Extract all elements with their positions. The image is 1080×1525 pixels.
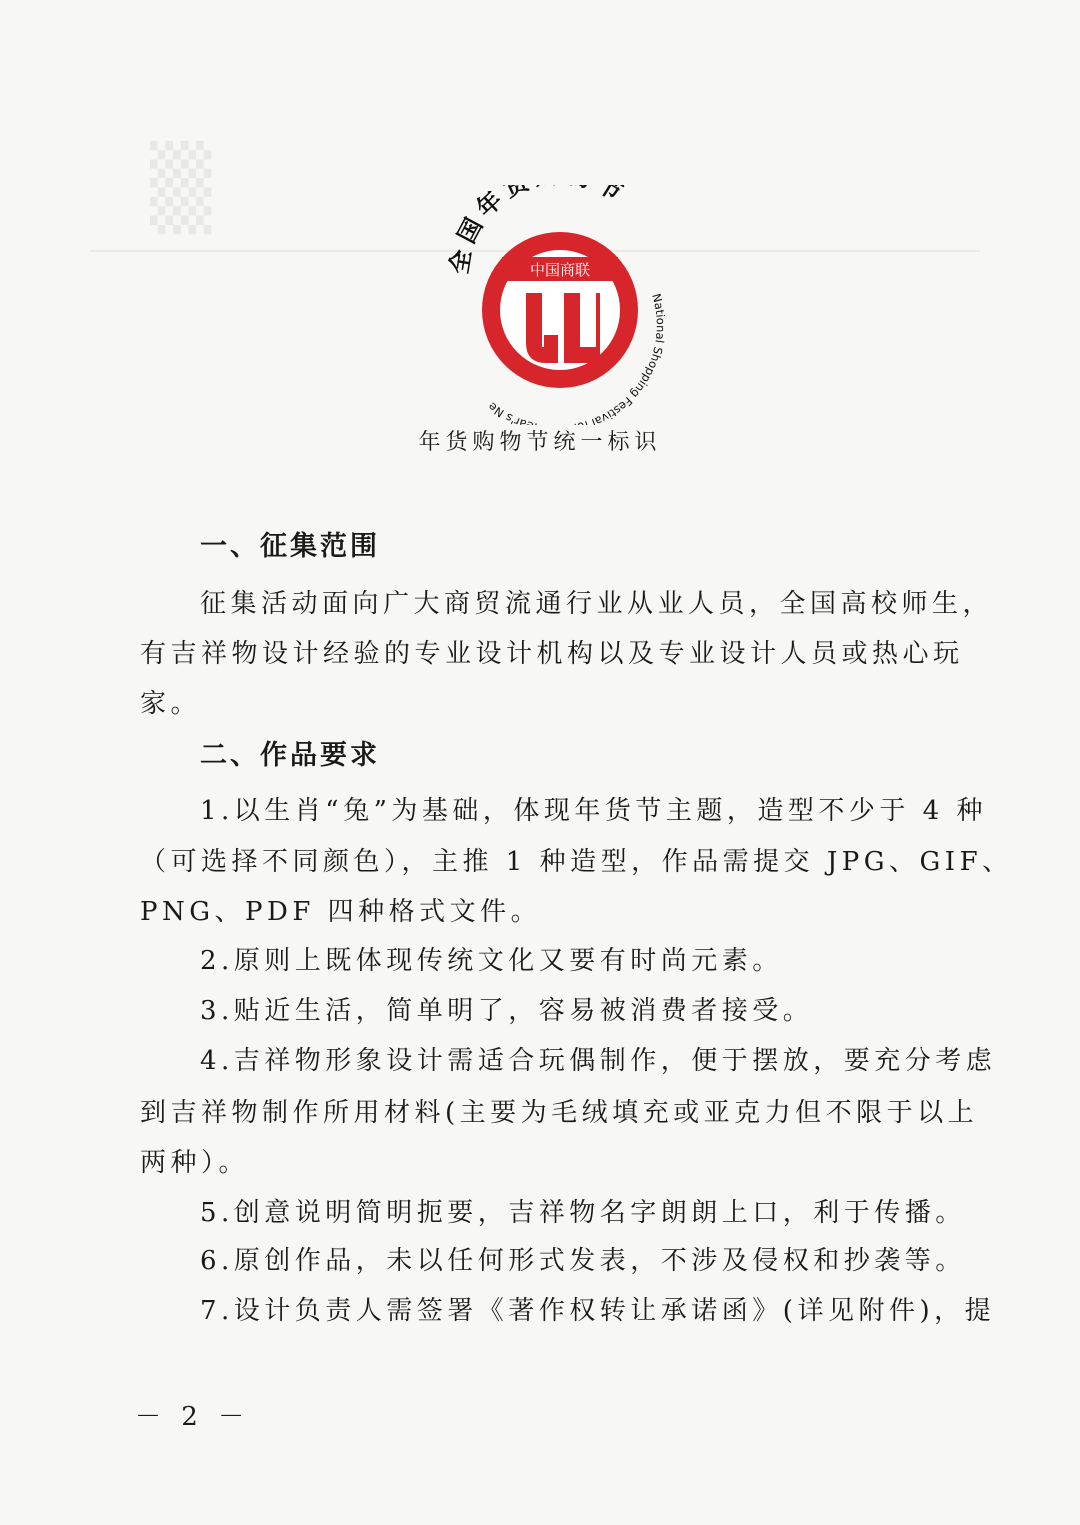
festival-logo-icon	[430, 185, 680, 425]
section-heading-requirements: 二、作品要求	[200, 740, 380, 771]
logo-inner-text: 中国商联	[529, 261, 591, 279]
requirement-7-line-1: 7.设计负责人需签署《著作权转让承诺函》(详见附件)，提	[200, 1296, 996, 1326]
bleed-through-decoration: ▒	[150, 140, 272, 234]
section-heading-scope: 一、征集范围	[200, 531, 380, 562]
scope-line-3: 家。	[140, 689, 202, 719]
scope-line-1: 征集活动面向广大商贸流通行业从业人员，全国高校师生，	[200, 589, 994, 619]
festival-logo	[430, 185, 680, 425]
logo-caption: 年货购物节统一标识	[418, 430, 662, 455]
requirement-6: 6.原创作品，未以任何形式发表，不涉及侵权和抄袭等。	[200, 1246, 966, 1276]
requirement-4-line-2: 到吉祥物制作所用材料(主要为毛绒填充或亚克力但不限于以上	[140, 1098, 979, 1128]
requirement-2: 2.原则上既体现传统文化又要有时尚元素。	[200, 946, 783, 976]
requirement-4-line-1: 4.吉祥物形象设计需适合玩偶制作，便于摆放，要充分考虑	[200, 1046, 997, 1076]
requirement-3: 3.贴近生活，简单明了，容易被消费者接受。	[200, 996, 814, 1026]
requirement-1-line-1: 1.以生肖“兔”为基础，体现年货节主题，造型不少于 4 种	[200, 796, 987, 826]
requirement-1-line-3: PNG、PDF 四种格式文件。	[140, 897, 542, 927]
logo-arc-text: 全国年 节	[445, 185, 633, 276]
requirement-1-line-2: （可选择不同颜色），主推 1 种造型，作品需提交 JPG、GIF、	[140, 847, 1013, 877]
requirement-5: 5.创意说明简明扼要，吉祥物名字朗朗上口，利于传播。	[200, 1198, 966, 1228]
page-number: － 2 －	[135, 1402, 251, 1432]
scope-line-2: 有吉祥物设计经验的专业设计机构以及专业设计人员或热心玩	[140, 639, 964, 669]
logo-english-text: National Shopping Festival ar's Ne	[485, 291, 668, 425]
requirement-4-line-3: 两种）。	[140, 1148, 250, 1178]
